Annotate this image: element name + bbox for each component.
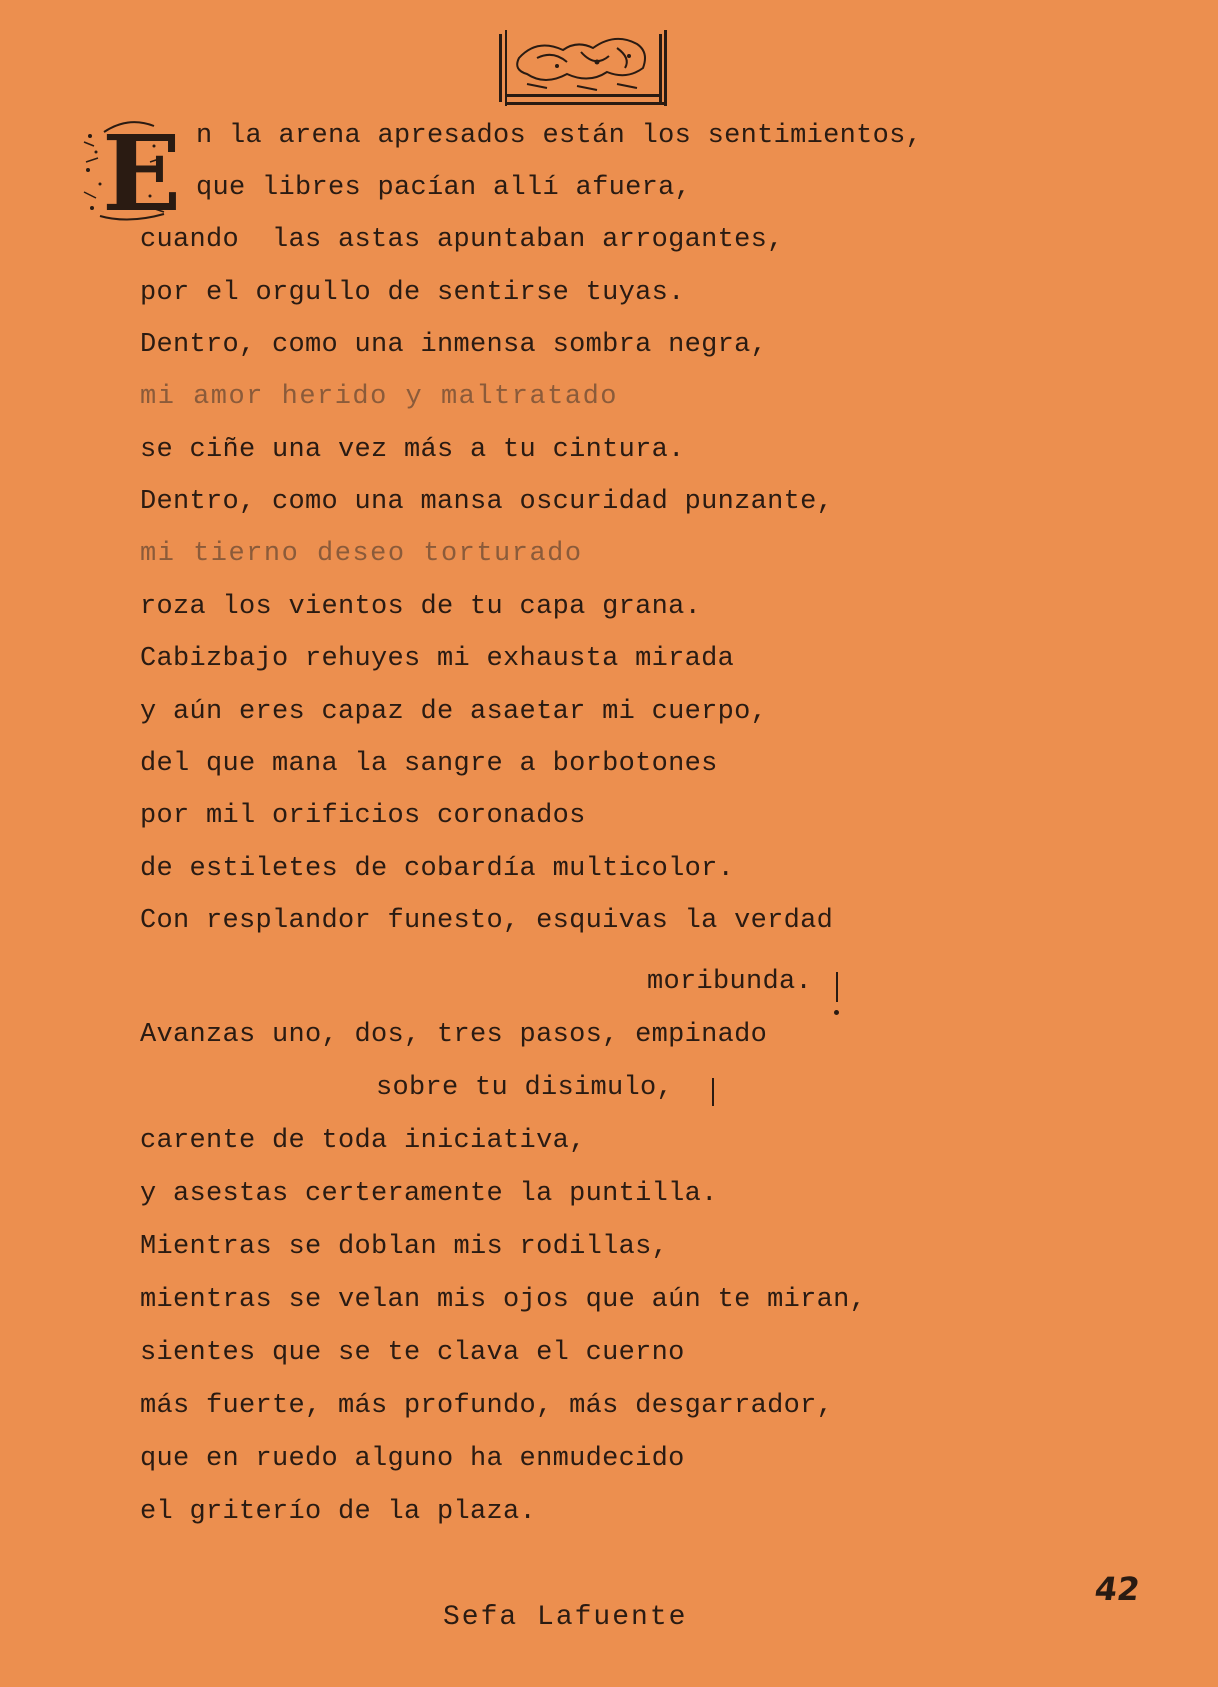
poem-line: y aún eres capaz de asaetar mi cuerpo,: [140, 697, 768, 727]
poem-line: Dentro, como una mansa oscuridad punzante,: [140, 487, 834, 517]
poem-line: moribunda.: [647, 967, 813, 997]
poem-line: sientes que se te clava el cuerno: [140, 1338, 685, 1368]
margin-mark: [836, 972, 838, 1002]
poem-line: por mil orificios coronados: [140, 801, 586, 831]
poem-line: y asestas certeramente la puntilla.: [140, 1179, 718, 1209]
margin-dot: [834, 1010, 839, 1015]
poem-line: que en ruedo alguno ha enmudecido: [140, 1444, 685, 1474]
poem-line: carente de toda iniciativa,: [140, 1126, 586, 1156]
drop-cap-letter: E: [102, 112, 180, 227]
poem-line: por el orgullo de sentirse tuyas.: [140, 278, 685, 308]
poem-line: se ciñe una vez más a tu cintura.: [140, 435, 685, 465]
poem-line: que libres pacían allí afuera,: [196, 173, 692, 203]
poem-line: mi tierno deseo torturado: [140, 539, 583, 569]
poem-line: mientras se velan mis ojos que aún te miran,: [140, 1285, 867, 1315]
poem-line: de estiletes de cobardía multicolor.: [140, 854, 735, 884]
page-number: 42: [1092, 1570, 1143, 1608]
poem-line: Mientras se doblan mis rodillas,: [140, 1232, 669, 1262]
poem-line: mi amor herido y maltratado: [140, 382, 618, 412]
poem-line: roza los vientos de tu capa grana.: [140, 592, 702, 622]
margin-mark: [712, 1078, 714, 1106]
poem-line: más fuerte, más profundo, más desgarrador,: [140, 1391, 834, 1421]
poem-line: sobre tu disimulo,: [376, 1073, 674, 1103]
poem-line: n la arena apresados están los sentimientos,: [196, 121, 923, 151]
poem-line: cuando las astas apuntaban arrogantes,: [140, 225, 784, 255]
poem-line: del que mana la sangre a borbotones: [140, 749, 718, 779]
poem-line: Dentro, como una inmensa sombra negra,: [140, 330, 768, 360]
poem-line: Avanzas uno, dos, tres pasos, empinado: [140, 1020, 768, 1050]
author-name: Sefa Lafuente: [443, 1602, 688, 1633]
poem-line: Con resplandor funesto, esquivas la verdad: [140, 906, 834, 936]
poem-line: Cabizbajo rehuyes mi exhausta mirada: [140, 644, 735, 674]
poem-line: el griterío de la plaza.: [140, 1497, 537, 1527]
bullfight-vignette-icon: [497, 28, 669, 112]
illuminated-letter-e-icon: [80, 112, 180, 227]
